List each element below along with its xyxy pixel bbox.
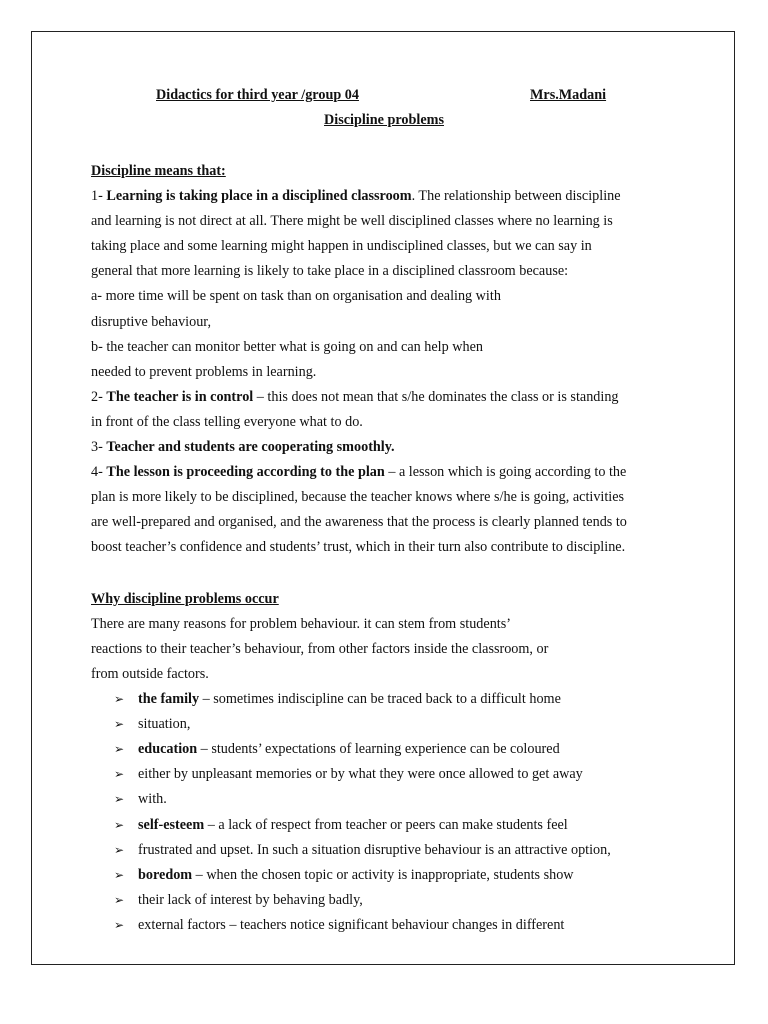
- list-item: ➢ frustrated and upset. In such a situation disruptive behaviour is an attractive option,: [114, 841, 611, 858]
- body-line: needed to prevent problems in learning.: [91, 363, 317, 380]
- list-item: ➢ with.: [114, 791, 167, 808]
- list-item: ➢ education – students’ expectations of learning experience can be coloured: [114, 741, 560, 758]
- list-item: ➢ boredom – when the chosen topic or activity is inappropriate, students show: [114, 866, 574, 883]
- arrow-bullet-icon: ➢: [114, 867, 125, 882]
- body-line: taking place and some learning might happen in undisciplined classes, but we can say in: [91, 238, 592, 255]
- author-name: Mrs.Madani: [530, 87, 607, 103]
- arrow-bullet-icon: ➢: [114, 792, 125, 807]
- emphasis-text: Learning is taking place in a disciplined classroom: [106, 188, 412, 204]
- arrow-bullet-icon: ➢: [114, 692, 125, 706]
- section-heading-discipline-means: Discipline means that:: [91, 163, 226, 179]
- arrow-bullet-icon: ➢: [114, 842, 125, 857]
- list-item: ➢ the family – sometimes indiscipline can be traced back to a difficult home: [114, 691, 561, 707]
- arrow-bullet-icon: ➢: [114, 717, 125, 732]
- list-item: ➢ their lack of interest by behaving badly,: [114, 891, 363, 908]
- body-line: b- the teacher can monitor better what is going on and can help when: [91, 338, 483, 355]
- arrow-bullet-icon: ➢: [114, 742, 125, 757]
- emphasis-text: self-esteem: [138, 816, 205, 833]
- intro-line: from outside factors.: [91, 666, 209, 683]
- body-line: 4- The lesson is proceeding according to the plan – a lesson which is going according to the: [91, 464, 627, 481]
- emphasis-text: Teacher and students are cooperating smoothly.: [106, 439, 395, 455]
- arrow-bullet-icon: ➢: [114, 767, 125, 782]
- list-item: ➢ situation,: [114, 716, 191, 733]
- body-line: 3- Teacher and students are cooperating smoothly.: [91, 439, 395, 455]
- body-line: in front of the class telling everyone what to do.: [91, 413, 363, 430]
- body-line: general that more learning is likely to take place in a disciplined classroom because:: [91, 263, 569, 280]
- arrow-bullet-icon: ➢: [114, 817, 125, 832]
- body-line: boost teacher’s confidence and students’ trust, which in their turn also contribute to discipline.: [91, 539, 626, 556]
- emphasis-text: The lesson is proceeding according to the plan: [106, 464, 385, 481]
- arrow-bullet-icon: ➢: [114, 892, 125, 907]
- body-line: and learning is not direct at all. There might be well disciplined classes where no learning is: [91, 213, 613, 230]
- emphasis-text: the family: [138, 691, 200, 707]
- intro-line: There are many reasons for problem behaviour. it can stem from students’: [91, 616, 511, 632]
- emphasis-text: The teacher is in control: [106, 388, 254, 405]
- emphasis-text: education: [138, 741, 198, 758]
- body-line: plan is more likely to be disciplined, because the teacher knows where s/he is going, activities: [91, 489, 625, 506]
- body-line: a- more time will be spent on task than on organisation and dealing with: [91, 288, 501, 305]
- list-item: ➢ self-esteem – a lack of respect from teacher or peers can make students feel: [114, 816, 568, 833]
- emphasis-text: boredom: [138, 866, 193, 883]
- arrow-bullet-icon: ➢: [114, 917, 125, 932]
- list-item: ➢ either by unpleasant memories or by what they were once allowed to get away: [114, 766, 583, 783]
- document-subtitle: Discipline problems: [324, 112, 444, 128]
- intro-line: reactions to their teacher’s behaviour, from other factors inside the classroom, or: [91, 641, 549, 658]
- section-heading-why-problems: Why discipline problems occur: [91, 591, 279, 607]
- body-line: disruptive behaviour,: [91, 313, 211, 330]
- document-title: Didactics for third year /group 04: [156, 87, 359, 103]
- body-line: are well-prepared and organised, and the awareness that the process is clearly planned tends to: [91, 514, 627, 531]
- list-item: ➢ external factors – teachers notice significant behaviour changes in different: [114, 916, 565, 933]
- body-line: 2- The teacher is in control – this does not mean that s/he dominates the class or is standing: [91, 388, 619, 405]
- body-line: 1- Learning is taking place in a disciplined classroom. The relationship between discipline: [91, 188, 621, 204]
